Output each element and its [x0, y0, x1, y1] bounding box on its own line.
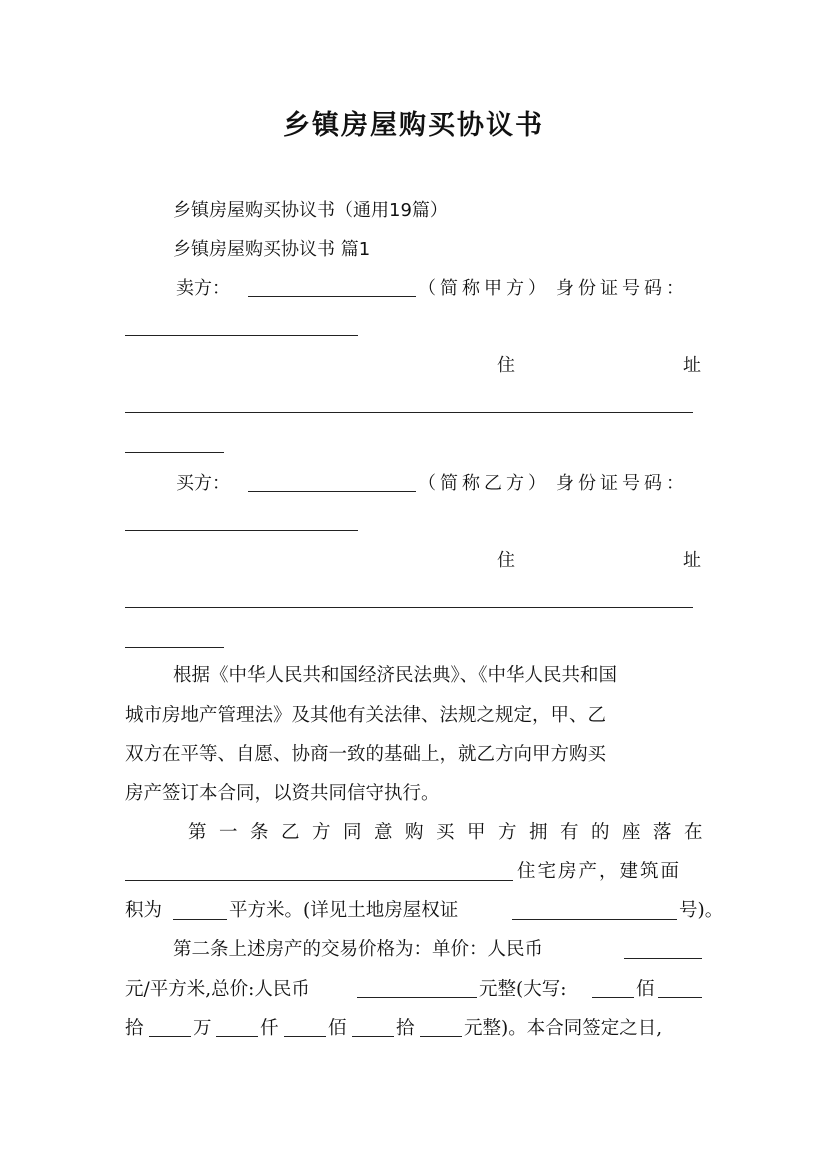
- buyer-address-blank: [125, 607, 693, 608]
- buyer-id-blank: [125, 530, 358, 531]
- seller-abbr: （简称甲方）: [418, 278, 550, 299]
- article-1-line-2: 住宅房产，建筑面: [517, 861, 682, 882]
- unit-price-blank: [624, 958, 702, 959]
- article-2-line-3-a: 拾: [125, 1018, 144, 1039]
- total-price-blank: [357, 997, 477, 998]
- article-2-line-2-c: 佰: [636, 979, 655, 1000]
- preamble-line-4: 房产签订本合同，以资共同信守执行。: [125, 783, 440, 804]
- buyer-address-char-1: 住: [497, 550, 515, 571]
- article-2-line-1: 第二条上述房产的交易价格为：单价：人民币: [173, 939, 544, 960]
- seller-id-label: 身份证号码：: [556, 278, 688, 299]
- seller-address-blank: [125, 412, 693, 413]
- tens-blank: [658, 997, 702, 998]
- seller-address-char-2: 址: [683, 355, 701, 376]
- seller-label: 卖方：: [176, 278, 230, 299]
- article-2-line-3-c: 仟: [260, 1018, 279, 1039]
- preamble-line-1: 根据《中华人民共和国经济民法典》、《中华人民共和国: [173, 665, 618, 686]
- article-2-line-2-a: 元/平方米,总价:人民币: [125, 979, 310, 1000]
- certificate-number-blank: [512, 919, 677, 920]
- article-1-line-3-c: 号)。: [679, 900, 724, 921]
- article-2-line-3-d: 佰: [328, 1018, 347, 1039]
- article-2-line-3-b: 万: [193, 1018, 212, 1039]
- article-1-line-3-b: 平方米。(详见土地房屋权证: [229, 900, 459, 921]
- buyer-id-label: 身份证号码：: [556, 473, 688, 494]
- buyer-address-blank-cont: [125, 647, 224, 648]
- blank-5: [420, 1036, 462, 1037]
- seller-id-blank: [125, 335, 358, 336]
- subtitle: 乡镇房屋购买协议书（通用19篇）: [173, 200, 448, 221]
- preamble-line-3: 双方在平等、自愿、协商一致的基础上，就乙方向甲方购买: [125, 744, 607, 765]
- section-heading: 乡镇房屋购买协议书 篇1: [173, 239, 371, 260]
- hundreds-blank: [592, 997, 634, 998]
- buyer-label: 买方：: [176, 473, 230, 494]
- article-1-line-1: 第一条乙方同意购买甲方拥有的座落在: [188, 822, 716, 843]
- buyer-address-char-2: 址: [683, 550, 701, 571]
- preamble-line-2: 城市房地产管理法》及其他有关法律、法规之规定，甲、乙: [125, 705, 607, 726]
- article-2-line-3-f: 元整)。本合同签定之日,: [464, 1018, 663, 1039]
- area-blank: [173, 919, 227, 920]
- property-location-blank: [125, 880, 513, 881]
- seller-address-char-1: 住: [497, 355, 515, 376]
- blank-2: [216, 1036, 258, 1037]
- blank-4: [352, 1036, 394, 1037]
- buyer-abbr: （简称乙方）: [418, 473, 550, 494]
- blank-3: [284, 1036, 326, 1037]
- document-title: 乡镇房屋购买协议书: [283, 110, 544, 141]
- seller-name-blank: [248, 296, 416, 297]
- seller-address-blank-cont: [125, 452, 224, 453]
- buyer-name-blank: [248, 491, 416, 492]
- blank-1: [149, 1036, 191, 1037]
- article-1-line-3-a: 积为: [125, 900, 163, 921]
- article-2-line-3-e: 拾: [396, 1018, 415, 1039]
- article-2-line-2-b: 元整(大写:: [479, 979, 567, 1000]
